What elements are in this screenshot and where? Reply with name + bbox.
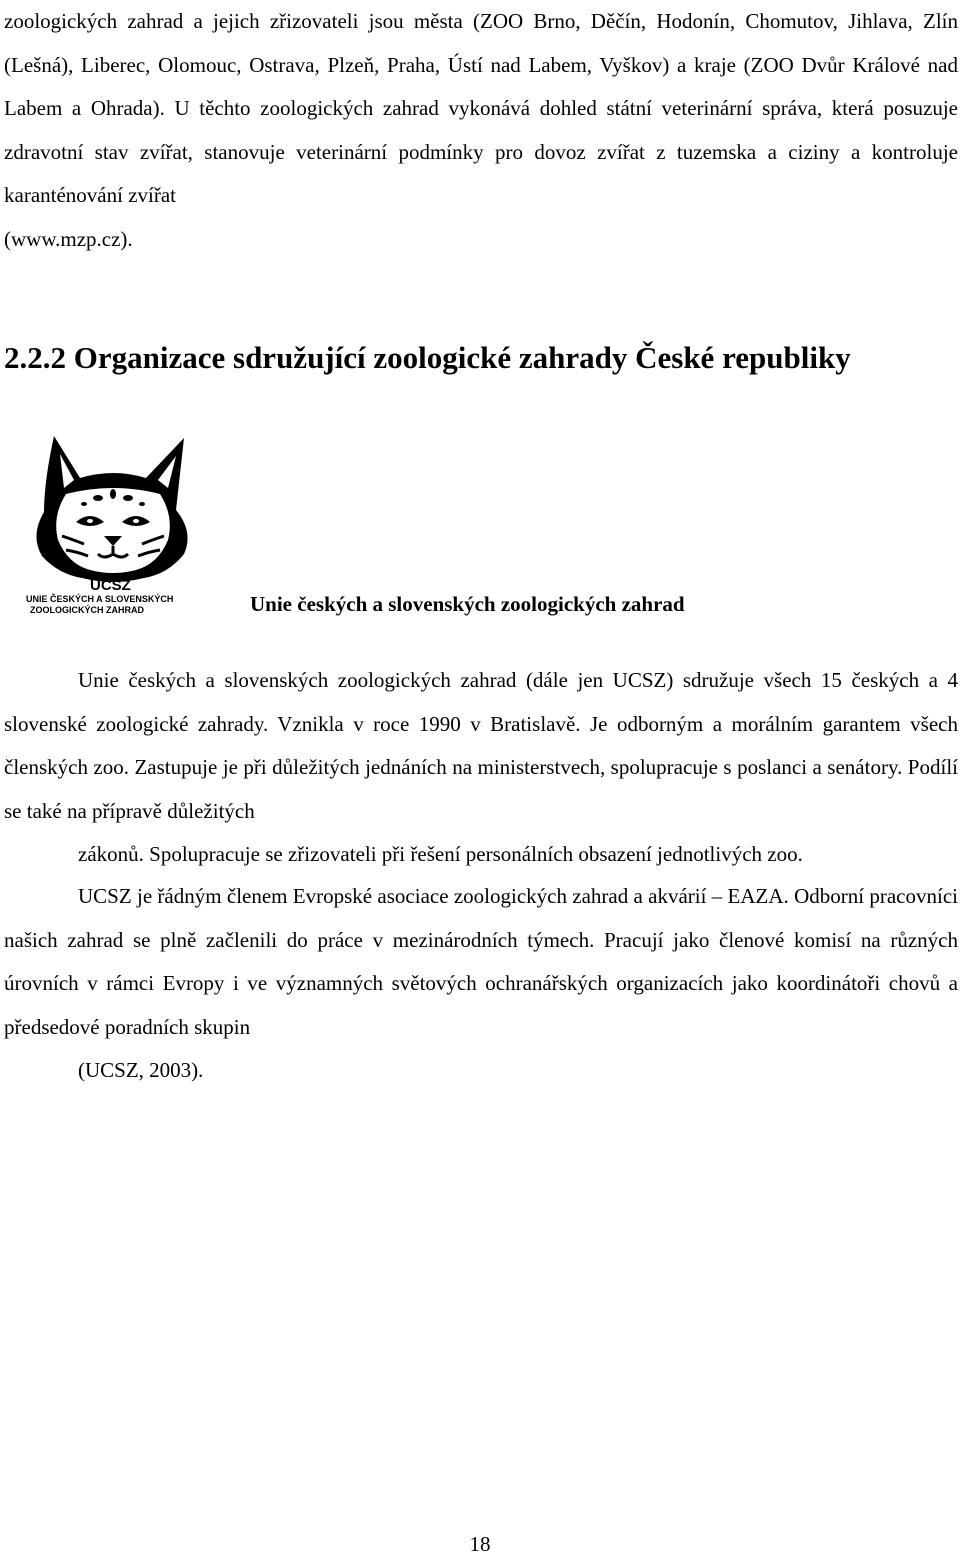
logo-text-line2: UNIE ČESKÝCH A SLOVENSKÝCH: [26, 594, 174, 604]
paragraph-eaza-membership-text: UCSZ je řádným členem Evropské asociace zoologických zahrad a akvárií – EAZA. Odborní pracovníci našich zahrad se plně začlenili do práce v mezinárodních týmech. Pracují jako členové komisí na různých úrovních v rámci Evropy i ve významných světových ochranářských organizacích jako koordinátoři chovů a předsedové poradních skupin: [4, 884, 958, 1039]
logo-text-line3: ZOOLOGICKÝCH ZAHRAD: [30, 605, 144, 615]
paragraph-ucsz-description-text: Unie českých a slovenských zoologických zahrad (dále jen UCSZ) sdružuje všech 15 českých a 4 slovenské zoologické zahrady. Vznikla v roce 1990 v Bratislavě. Je odborným a morálním garantem všech členských zoo. Zastupuje je při důležitých jednáních na ministerstvech, spolupracuje s poslanci a senátory. Podílí se také na přípravě důležitých: [4, 668, 958, 823]
section-heading: 2.2.2 Organizace sdružující zoologické zahrady České republiky: [4, 340, 851, 375]
logo-caption: Unie českých a slovenských zoologických zahrad: [250, 592, 685, 616]
paragraph-zoo-founders: [4, 0, 958, 261]
paragraph-zoo-founders-last-line: (www.mzp.cz).: [4, 226, 133, 251]
page-number: 18: [469, 1532, 491, 1556]
paragraph-ucsz-description-last-line: zákonů. Spolupracuje se zřizovateli při řešení personálních obsazení jednotlivých zoo.: [78, 842, 803, 866]
paragraph-zoo-founders-text: zoologických zahrad a jejich zřizovateli jsou města (ZOO Brno, Děčín, Hodonín, Chomutov, Jihlava, Zlín (Lešná), Liberec, Olomouc, Ostrava, Plzeň, Praha, Ústí nad Labem, Vyškov) a kraje (ZOO Dvůr Králové nad Labem a Ohrada). U těchto zoologických zahrad vykonává dohled státní veterinární správa, která posuzuje zdravotní stav zvířat, stanovuje veterinární podmínky pro dovoz zvířat z tuzemska a ciziny a kontroluje karanténování zvířat: [4, 9, 958, 207]
paragraph-eaza-membership-last-line: (UCSZ, 2003).: [78, 1058, 204, 1082]
logo-text-ucsz: UCSZ: [90, 577, 131, 594]
ucsz-lynx-logo: [18, 432, 208, 617]
paragraph-eaza-membership: [4, 875, 958, 1093]
paragraph-ucsz-description: [4, 659, 958, 877]
